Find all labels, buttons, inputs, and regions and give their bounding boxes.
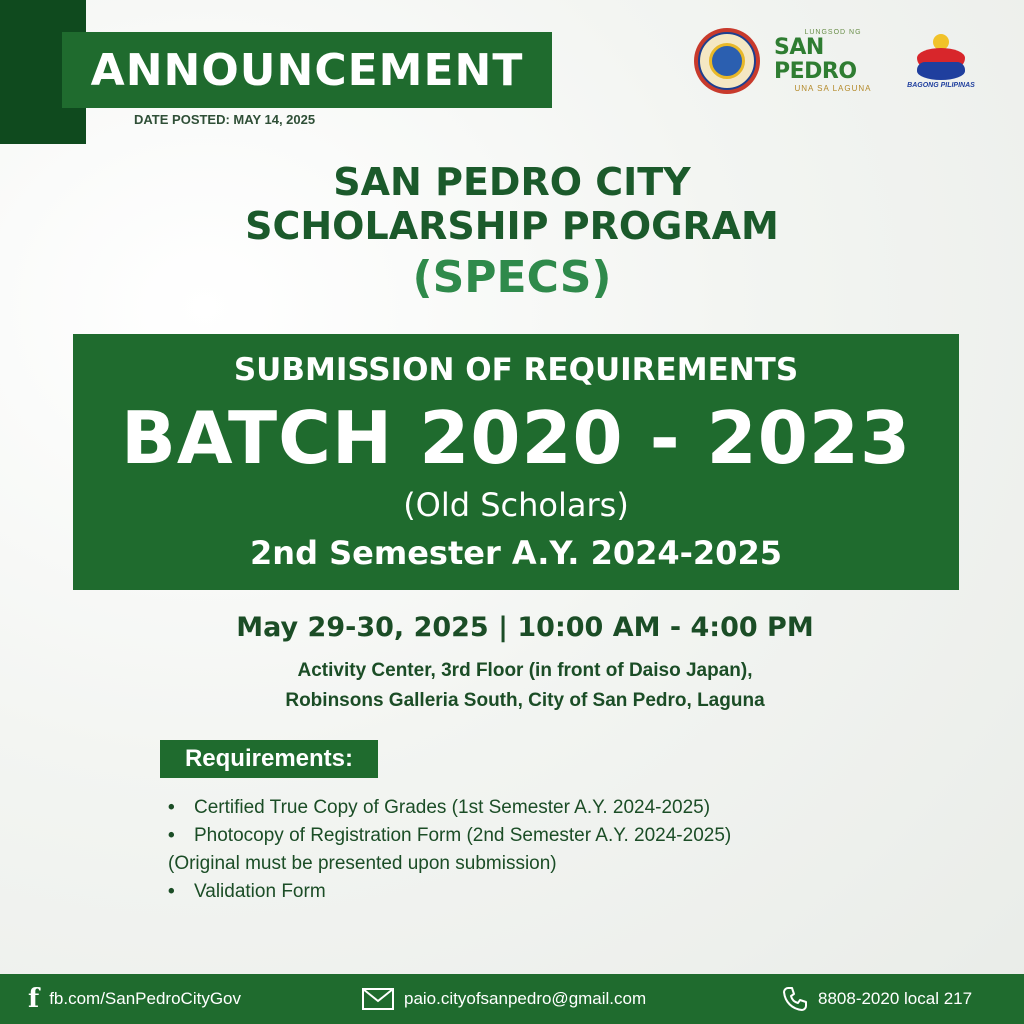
program-acronym: (SPECS) — [412, 252, 612, 303]
requirement-text: Validation Form — [194, 881, 326, 902]
bullet-icon: • — [168, 825, 175, 846]
phone-icon — [782, 986, 808, 1012]
list-item — [168, 794, 731, 822]
schedule-datetime: May 29-30, 2025 | 10:00 AM - 4:00 PM — [236, 612, 814, 643]
list-item — [168, 878, 731, 906]
venue-line2: Robinsons Galleria South, City of San Pedro, Laguna — [285, 690, 765, 711]
venue-line1: Activity Center, 3rd Floor (in front of Daiso Japan), — [297, 660, 753, 681]
mail-icon — [362, 988, 394, 1010]
announcement-banner — [62, 32, 552, 108]
requirement-text: Photocopy of Registration Form (2nd Semester A.Y. 2024-2025) — [194, 825, 732, 846]
banner-batch: BATCH 2020 - 2023 — [120, 396, 912, 480]
facebook-contact[interactable] — [28, 974, 241, 1024]
program-title-line1: SAN PEDRO CITY — [333, 160, 691, 204]
program-title-line2: SCHOLARSHIP PROGRAM — [245, 204, 779, 248]
phone-number[interactable]: 8808-2020 local 217 — [818, 989, 973, 1008]
logo-row — [694, 28, 976, 94]
requirements-list — [168, 794, 731, 906]
phone-contact[interactable] — [782, 974, 972, 1024]
san-pedro-logo-tagline: UNA SA LAGUNA — [794, 84, 872, 93]
bagong-pilipinas-icon — [913, 34, 969, 82]
city-seal-icon — [694, 28, 760, 94]
requirement-text: Certified True Copy of Grades (1st Semester A.Y. 2024-2025) — [194, 797, 711, 818]
email-contact[interactable] — [362, 974, 646, 1024]
san-pedro-logo-small: LUNGSOD NG — [804, 29, 862, 36]
bullet-icon: • — [168, 797, 175, 818]
requirements-label: Requirements: — [160, 740, 378, 778]
bullet-icon: • — [168, 881, 175, 902]
facebook-link[interactable]: fb.com/SanPedroCityGov — [49, 989, 241, 1008]
san-pedro-logo — [774, 29, 892, 93]
email-link[interactable]: paio.cityofsanpedro@gmail.com — [404, 989, 647, 1008]
bagong-pilipinas-logo — [906, 34, 976, 89]
requirement-note: (Original must be presented upon submission) — [168, 853, 557, 874]
announcement-label: ANNOUNCEMENT — [90, 44, 524, 96]
list-item — [168, 822, 731, 850]
date-posted: DATE POSTED: MAY 14, 2025 — [134, 112, 316, 127]
submission-banner — [73, 334, 959, 590]
facebook-icon: f — [28, 984, 40, 1014]
banner-note: (Old Scholars) — [403, 486, 629, 524]
footer-bar — [0, 974, 1024, 1024]
banner-subheading: SUBMISSION OF REQUIREMENTS — [233, 352, 799, 388]
banner-semester: 2nd Semester A.Y. 2024-2025 — [250, 534, 782, 572]
bagong-pilipinas-text: BAGONG PILIPINAS — [907, 81, 975, 89]
san-pedro-logo-name: SAN PEDRO — [774, 35, 857, 84]
